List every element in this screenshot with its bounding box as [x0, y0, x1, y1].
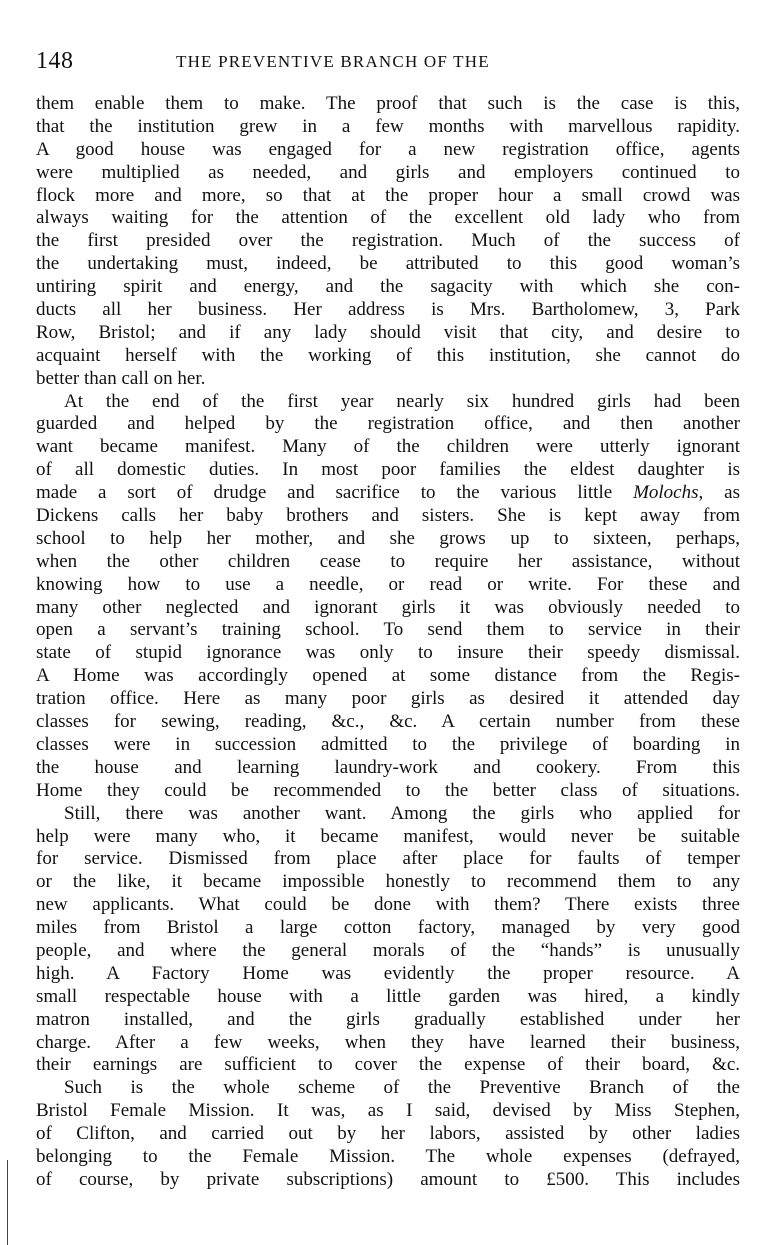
text-line: when the other children cease to require her assistance, without: [36, 550, 740, 572]
text-line: the undertaking must, indeed, be attributed to this good woman’s: [36, 253, 740, 275]
text-line: the first presided over the registration. Much of the success of: [36, 230, 740, 252]
text-line: the house and learning laundry-work and cookery. From this: [36, 756, 740, 778]
running-title: THE PREVENTIVE BRANCH OF THE: [176, 52, 490, 71]
text-line: of all domestic duties. In most poor families the eldest daughter is: [36, 459, 740, 481]
text-line: charge. After a few weeks, when they have learned their business,: [36, 1031, 740, 1053]
italic-word: Molochs: [633, 482, 699, 504]
text-line: Home they could be recommended to the better class of situations.: [36, 779, 740, 801]
text-line: knowing how to use a needle, or read or write. For these and: [36, 573, 740, 595]
text-line: Row, Bristol; and if any lady should visit that city, and desire to: [36, 321, 740, 343]
body-text: [36, 93, 740, 1192]
text-line: that the institution grew in a few months with marvellous rapidity.: [36, 115, 740, 137]
text-line: tration office. Here as many poor girls as desired it attended day: [36, 688, 740, 710]
text-line: open a servant’s training school. To send them to service in their: [36, 619, 740, 641]
text-line: made a sort of drudge and sacrifice to the various little Molochs, as: [36, 482, 740, 504]
text-line: belonging to the Female Mission. The whole expenses (defrayed,: [36, 1145, 740, 1167]
text-line: Such is the whole scheme of the Preventive Branch of the: [64, 1077, 740, 1099]
text-line: always waiting for the attention of the excellent old lady who from: [36, 207, 740, 229]
text-line: help were many who, it became manifest, would never be suitable: [36, 825, 740, 847]
text-line: classes were in succession admitted to the privilege of boarding in: [36, 733, 740, 755]
text-line: small respectable house with a little garden was hired, a kindly: [36, 985, 740, 1007]
text-line: A Home was accordingly opened at some distance from the Regis-: [36, 665, 740, 687]
text-line: At the end of the first year nearly six hundred girls had been: [64, 390, 740, 412]
text-line: Dickens calls her baby brothers and sisters. She is kept away from: [36, 505, 740, 527]
page-number: 148: [36, 48, 74, 74]
page-header: [36, 48, 746, 78]
text-line: want became manifest. Many of the children were utterly ignorant: [36, 436, 740, 458]
text-line: for service. Dismissed from place after place for faults of temper: [36, 848, 740, 870]
text-line: guarded and helped by the registration office, and then another: [36, 413, 740, 435]
text-line: new applicants. What could be done with them? There exists three: [36, 894, 740, 916]
text-line: many other neglected and ignorant girls it was obviously needed to: [36, 596, 740, 618]
text-line: Bristol Female Mission. It was, as I said, devised by Miss Stephen,: [36, 1100, 740, 1122]
text-line: flock more and more, so that at the proper hour a small crowd was: [36, 184, 740, 206]
text-line: untiring spirit and energy, and the sagacity with which she con-: [36, 276, 740, 298]
text-line: people, and where the general morals of the “hands” is unusually: [36, 939, 740, 961]
text-line: them enable them to make. The proof that such is the case is this,: [36, 93, 740, 114]
text-line: school to help her mother, and she grows up to sixteen, perhaps,: [36, 527, 740, 549]
text-line: classes for sewing, reading, &c., &c. A certain number from these: [36, 711, 740, 733]
text-line: Still, there was another want. Among the girls who applied for: [64, 802, 740, 824]
text-line: matron installed, and the girls gradually established under her: [36, 1008, 740, 1030]
text-line: of Clifton, and carried out by her labors, assisted by other ladies: [36, 1123, 740, 1145]
text-line: miles from Bristol a large cotton factory, managed by very good: [36, 917, 740, 939]
text-line: or the like, it became impossible honestly to recommend them to any: [36, 871, 740, 893]
margin-rule: [7, 1160, 8, 1245]
text-line: high. A Factory Home was evidently the proper resource. A: [36, 962, 740, 984]
text-line: their earnings are sufficient to cover the expense of their board, &c.: [36, 1054, 740, 1076]
text-line: A good house was engaged for a new registration office, agents: [36, 138, 740, 160]
text-line: were multiplied as needed, and girls and employers continued to: [36, 161, 740, 183]
text-line: of course, by private subscriptions) amount to £500. This includes: [36, 1168, 740, 1190]
text-line: acquaint herself with the working of this institution, she cannot do: [36, 344, 740, 366]
text-line: state of stupid ignorance was only to insure their speedy dismissal.: [36, 642, 740, 664]
text-line: ducts all her business. Her address is Mrs. Bartholomew, 3, Park: [36, 299, 740, 321]
text-line: better than call on her.: [36, 367, 206, 389]
